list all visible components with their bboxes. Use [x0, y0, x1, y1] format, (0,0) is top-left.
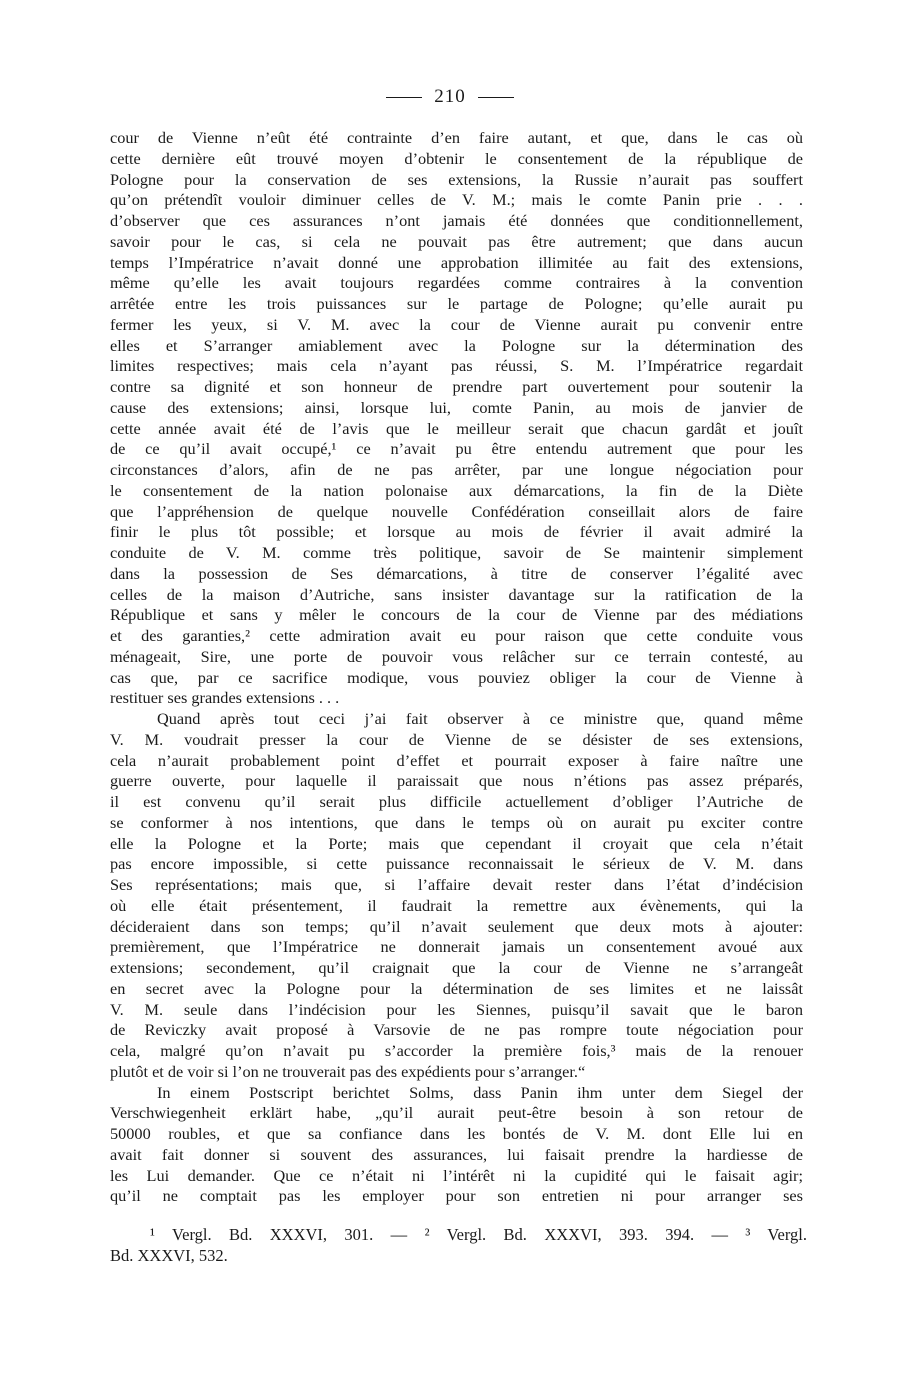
text-line: même qu’elle les avait toujours regardées comme contraires à la convention	[110, 273, 803, 293]
text-line: Verschwiegenheit erklärt habe, „qu’il aurait peut-être besoin à son retour de	[110, 1103, 803, 1123]
text-line: que l’appréhension de quelque nouvelle Confédération conseillait alors de faire	[110, 501, 803, 521]
text-line: Quand après tout ceci j’ai fait observer à ce ministre que, quand même	[157, 709, 803, 728]
text-line: il est convenu qu’il serait plus difficile actuellement d’obliger l’Autriche de	[110, 792, 803, 811]
footnote-line: ¹ Vergl. Bd. XXXVI, 301. — ² Vergl. Bd. XXXVI, 393. 394. — ³ Vergl.	[150, 1225, 807, 1244]
text-line: arrêtée entre les trois puissances sur le partage de Pologne; qu’elle aurait pu	[110, 294, 803, 313]
text-line: savoir pour le cas, si cela ne pouvait pas être autrement; que dans aucun	[110, 231, 803, 251]
text-line: où elle était présentement, il faudrait la remettre aux évènements, qui la	[110, 895, 803, 915]
text-line: cela, malgré qu’on n’avait pu s’accorder la première fois,³ mais de la renouer	[110, 1041, 803, 1060]
text-line: elle la Pologne et la Porte; mais que cependant il croyait que cela n’était	[110, 833, 803, 853]
text-line: finir le plus tôt possible; et lorsque au mois de février il avait admiré la	[110, 522, 803, 542]
text-line: de ce qu’il avait occupé,¹ ce n’avait pu être entendu autrement que pour les	[110, 439, 803, 459]
text-line: se conformer à nos intentions, que dans le temps où on aurait pu exciter contre	[110, 812, 803, 832]
text-line: de Reviczky avait proposé à Varsovie de ne pas rompre toute négociation pour	[110, 1020, 803, 1040]
text-line: cette année avait été de l’avis que le meilleur serait que chacun gardât et jouît	[110, 418, 803, 438]
text-line: le consentement de la nation polonaise aux démarcations, la fin de la Diète	[110, 480, 803, 500]
text-line: qu’on prétendît vouloir diminuer celles de V. M.; mais le comte Panin prie . . .	[110, 190, 803, 210]
text-line: guerre ouverte, pour laquelle il paraissait que nous n’étions pas assez préparés,	[110, 771, 803, 791]
text-line: cour de Vienne n’eût été contrainte d’en faire autant, et que, dans le cas où	[110, 128, 803, 147]
text-line: République et sans y mêler le concours de la cour de Vienne par des médiations	[110, 605, 803, 625]
text-line: qu’il ne comptait pas les employer pour son entretien ni pour arranger ses	[110, 1186, 803, 1206]
text-line: décideraient dans son temps; qu’il n’avait seulement que deux mots à ajouter:	[110, 916, 803, 936]
text-line: celles de la maison d’Autriche, sans insister davantage sur la ratification de la	[110, 584, 803, 604]
text-line: V. M. voudrait presser la cour de Vienne de se désister de ses extensions,	[110, 729, 803, 749]
text-line: In einem Postscript berichtet Solms, dass Panin ihm unter dem Siegel der	[157, 1082, 803, 1102]
footnote-line: Bd. XXXVI, 532.	[110, 1246, 228, 1265]
page-number-left-rule	[386, 97, 422, 98]
text-line: temps l’Impératrice n’avait donné une approbation illimitée au fait des extensions,	[110, 252, 803, 272]
text-line: Ses représentations; mais que, si l’affaire devait rester dans l’état d’indécision	[110, 875, 803, 894]
text-line: 50000 roubles, et que sa confiance dans les bontés de V. M. dont Elle lui en	[110, 1124, 803, 1143]
body-text	[110, 128, 803, 1207]
text-line: avait fait donner si souvent des assurances, lui faisait prendre la hardiesse de	[110, 1144, 803, 1164]
text-line: en secret avec la Pologne pour la détermination de ses limites et ne laissât	[110, 978, 803, 998]
text-line: premièrement, que l’Impératrice ne donnerait jamais un consentement avoué aux	[110, 937, 803, 957]
footnotes	[110, 1224, 807, 1266]
text-line: dans la possession de Ses démarcations, à titre de conserver l’égalité avec	[110, 563, 803, 583]
text-line: d’observer que ces assurances n’ont jamais été données que conditionnellement,	[110, 211, 803, 230]
text-line: plutôt et de voir si l’on ne trouverait pas des expédients pour s’arranger.“	[110, 1061, 586, 1081]
text-line: restituer ses grandes extensions . . .	[110, 688, 340, 708]
text-line: cela n’aurait probablement point d’effet et pourrait exposer à faire naître une	[110, 750, 803, 770]
text-line: fermer les yeux, si V. M. avec la cour de Vienne aurait pu convenir entre	[110, 314, 803, 334]
text-line: les Lui demander. Que ce n’était ni l’intérêt ni la cupidité qui le faisait agir;	[110, 1165, 803, 1185]
text-line: ménageait, Sire, une porte de pouvoir vous relâcher sur ce terrain contesté, au	[110, 646, 803, 666]
page-number	[0, 86, 900, 108]
text-line: contre sa dignité et son honneur de prendre part ouvertement pour soutenir la	[110, 377, 803, 396]
text-line: pas encore impossible, si cette puissance reconnaissait le sérieux de V. M. dans	[110, 854, 803, 874]
text-line: extensions; secondement, qu’il craignait que la cour de Vienne ne s’arrangeât	[110, 958, 803, 977]
text-line: cette dernière eût trouvé moyen d’obtenir le consentement de la république de	[110, 148, 803, 168]
text-line: elles et S’arranger amiablement avec la Pologne sur la détermination des	[110, 335, 803, 355]
text-line: et des garanties,² cette admiration avait eu pour raison que cette conduite vous	[110, 626, 803, 645]
text-line: cause des extensions; ainsi, lorsque lui, comte Panin, au mois de janvier de	[110, 397, 803, 417]
text-line: conduite de V. M. comme très politique, savoir de Se maintenir simplement	[110, 543, 803, 562]
text-line: cas que, par ce sacrifice modique, vous pouviez obliger la cour de Vienne à	[110, 667, 803, 687]
text-line: V. M. seule dans l’indécision pour les Siennes, puisqu’il savait que le baron	[110, 999, 803, 1019]
text-line: circonstances d’alors, afin de ne pas arrêter, par une longue négociation pour	[110, 460, 803, 479]
text-line: Pologne pour la conservation de ses extensions, la Russie n’aurait pas souffert	[110, 169, 803, 189]
page-number-value: 210	[434, 86, 466, 107]
text-line: limites respectives; mais cela n’ayant pas réussi, S. M. l’Impératrice regardait	[110, 356, 803, 376]
page-number-right-rule	[478, 97, 514, 98]
